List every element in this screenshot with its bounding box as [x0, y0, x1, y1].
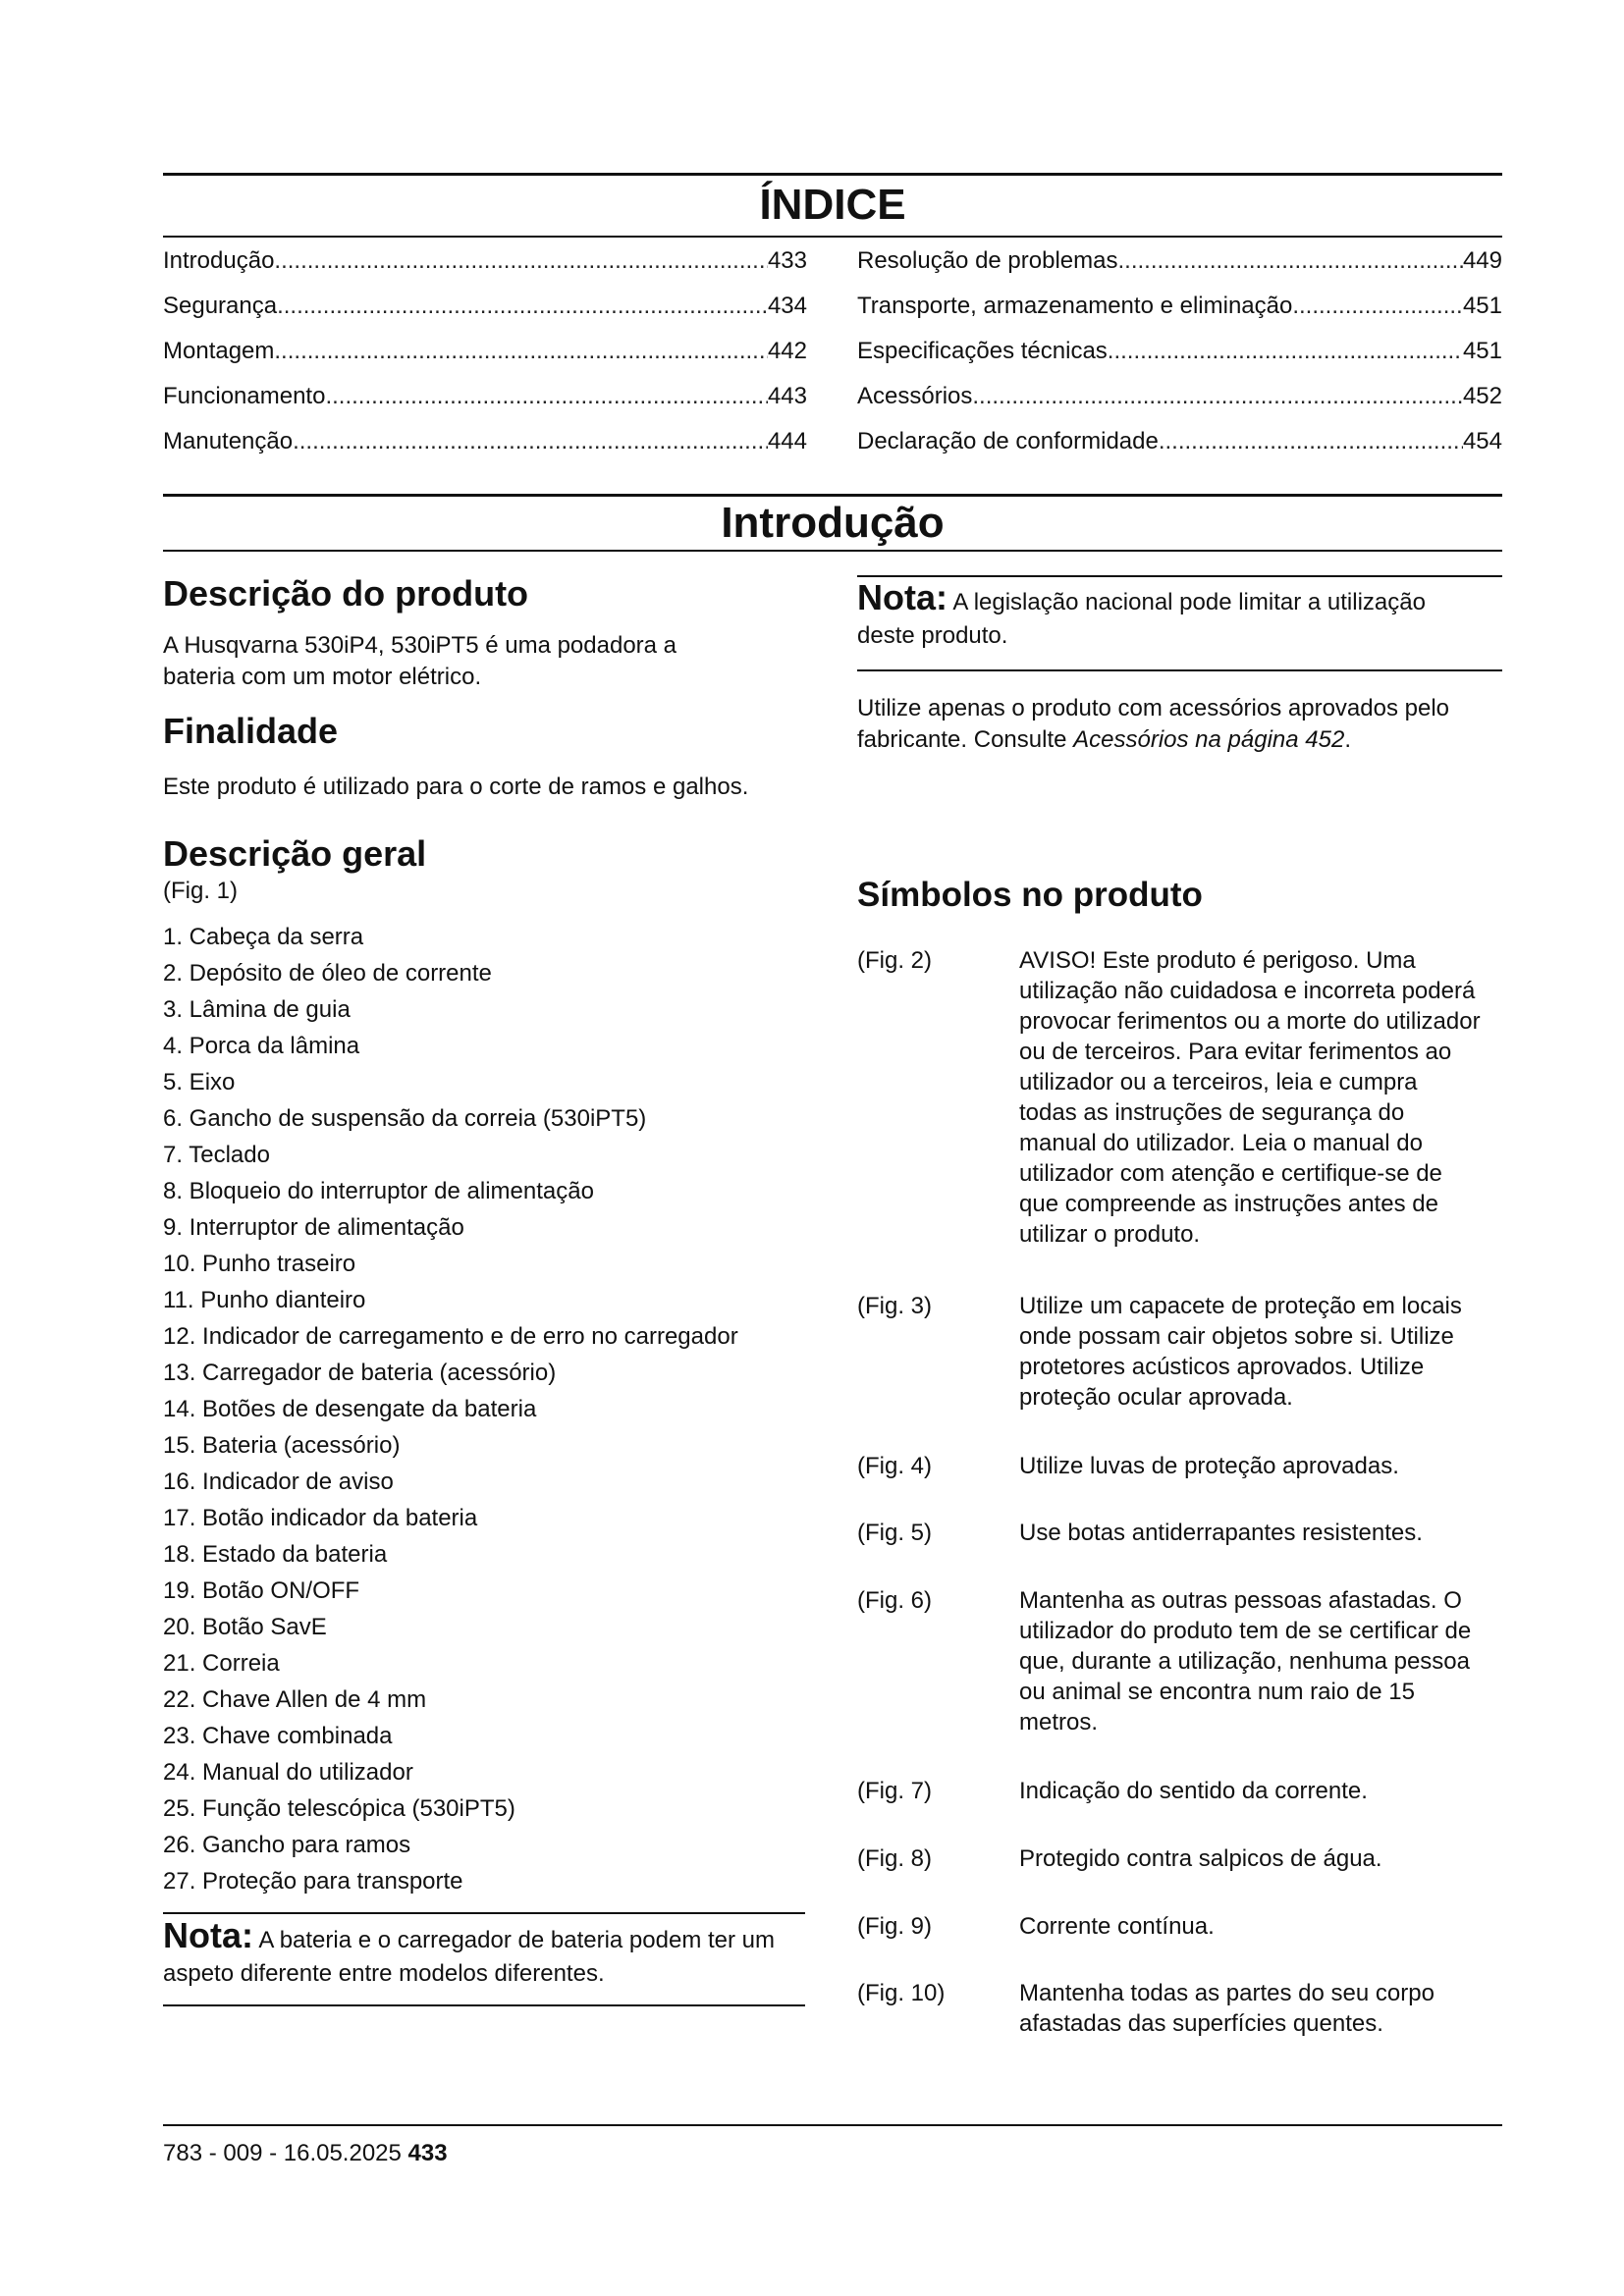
- fig-ref: (Fig. 9): [857, 1913, 933, 1940]
- heading-finalidade: Finalidade: [163, 711, 339, 751]
- list-item: 4. Porca da lâmina: [163, 1033, 360, 1059]
- page-number: 433: [407, 2140, 448, 2166]
- symbol-text: Mantenha todas as partes do seu corpo afastadas das superfícies quentes.: [1019, 1980, 1435, 2037]
- list-item: 12. Indicador de carregamento e de erro no carregador: [163, 1323, 738, 1350]
- toc-entry[interactable]: Especificações técnicas ..... 451: [857, 338, 1502, 383]
- toc-title: ÍNDICE: [759, 181, 906, 229]
- fig-ref: (Fig. 6): [857, 1587, 933, 1614]
- note-left-bottom-rule: [163, 2004, 805, 2006]
- section-title-introducao: Introdução: [721, 499, 945, 547]
- note-label: Nota:: [857, 577, 947, 617]
- list-item: 16. Indicador de aviso: [163, 1468, 394, 1495]
- toc-bottom-rule: [163, 236, 1502, 238]
- list-item: 22. Chave Allen de 4 mm: [163, 1686, 427, 1713]
- footer-rule: [163, 2124, 1502, 2126]
- list-item: 20. Botão SavE: [163, 1614, 327, 1640]
- list-item: 23. Chave combinada: [163, 1723, 393, 1749]
- overview-fig-ref: (Fig. 1): [163, 878, 239, 904]
- list-item: 11. Punho dianteiro: [163, 1287, 366, 1313]
- list-item: 9. Interruptor de alimentação: [163, 1214, 464, 1241]
- list-item: 24. Manual do utilizador: [163, 1759, 413, 1786]
- heading-descricao-produto: Descrição do produto: [163, 573, 529, 614]
- list-item: 1. Cabeça da serra: [163, 924, 364, 950]
- note-right-bottom-rule: [857, 669, 1502, 671]
- fig-ref: (Fig. 4): [857, 1453, 933, 1479]
- symbol-text: Use botas antiderrapantes resistentes.: [1019, 1520, 1423, 1546]
- toc-entry[interactable]: Montagem ..... 442: [163, 338, 807, 383]
- fig-ref: (Fig. 5): [857, 1520, 933, 1546]
- list-item: 25. Função telescópica (530iPT5): [163, 1795, 515, 1822]
- intro-bottom-rule: [163, 550, 1502, 552]
- symbol-text: AVISO! Este produto é perigoso. Uma utilização não cuidadosa e incorreta poderá provocar ferimentos ou a morte do utilizador ou de terceiros. Para evitar ferimentos ao utilizador ou a terceiros, leia e cumpra todas as instruções de segurança do manual do utilizador. Leia o manual do utilizador com atenção e certifique-se de que compreende as instruções antes de utilizar o produto.: [1019, 947, 1481, 1248]
- note-text: A legislação nacional pode limitar a utilização deste produto.: [857, 589, 1426, 649]
- fig-ref: (Fig. 8): [857, 1845, 933, 1872]
- note-left: [163, 1915, 801, 1991]
- toc-entry[interactable]: Resolução de problemas ..... 449: [857, 247, 1502, 293]
- purpose-text: Este produto é utilizado para o corte de ramos e galhos.: [163, 774, 749, 800]
- product-description-text: A Husqvarna 530iP4, 530iPT5 é uma podadora a bateria com um motor elétrico.: [163, 632, 677, 690]
- list-item: 3. Lâmina de guia: [163, 996, 351, 1023]
- note-text: A bateria e o carregador de bateria podem ter um aspeto diferente entre modelos diferentes.: [163, 1927, 775, 1987]
- toc-entry[interactable]: Transporte, armazenamento e eliminação ..... 451: [857, 293, 1502, 338]
- toc-right-column: [857, 247, 1502, 473]
- list-item: 26. Gancho para ramos: [163, 1832, 411, 1858]
- list-item: 21. Correia: [163, 1650, 280, 1677]
- note-right-top-rule: [857, 575, 1502, 577]
- document-code: 783 - 009 - 16.05.2025: [163, 2140, 402, 2166]
- fig-ref: (Fig. 7): [857, 1778, 933, 1804]
- toc-entry[interactable]: Introdução ..... 433: [163, 247, 807, 293]
- list-item: 15. Bateria (acessório): [163, 1432, 401, 1459]
- list-item: 18. Estado da bateria: [163, 1541, 388, 1568]
- parts-list: [163, 919, 811, 1899]
- fig-ref: (Fig. 3): [857, 1293, 933, 1319]
- symbol-text: Mantenha as outras pessoas afastadas. O utilizador do produto tem de se certificar de que, durante a utilização, nenhuma pessoa ou animal se encontra num raio de 15 metros.: [1019, 1587, 1472, 1735]
- toc-entry[interactable]: Declaração de conformidade ..... 454: [857, 428, 1502, 473]
- list-item: 7. Teclado: [163, 1142, 270, 1168]
- symbol-text: Corrente contínua.: [1019, 1913, 1215, 1940]
- list-item: 13. Carregador de bateria (acessório): [163, 1360, 557, 1386]
- toc-entry[interactable]: Manutenção ..... 444: [163, 428, 807, 473]
- symbol-text: Indicação do sentido da corrente.: [1019, 1778, 1368, 1804]
- toc-entry[interactable]: Acessórios ..... 452: [857, 383, 1502, 428]
- note-right: [857, 577, 1486, 653]
- note-label: Nota:: [163, 1915, 253, 1955]
- list-item: 5. Eixo: [163, 1069, 236, 1095]
- toc-entry[interactable]: Funcionamento ..... 443: [163, 383, 807, 428]
- page-footer: [163, 2140, 448, 2167]
- toc-entry[interactable]: Segurança ..... 434: [163, 293, 807, 338]
- list-item: 2. Depósito de óleo de corrente: [163, 960, 492, 987]
- note-left-top-rule: [163, 1912, 805, 1914]
- list-item: 17. Botão indicador da bateria: [163, 1505, 478, 1531]
- list-item: 10. Punho traseiro: [163, 1251, 356, 1277]
- heading-descricao-geral: Descrição geral: [163, 833, 427, 874]
- list-item: 27. Proteção para transporte: [163, 1868, 463, 1895]
- toc-left-column: [163, 247, 807, 473]
- symbol-text: Utilize um capacete de proteção em locais onde possam cair objetos sobre si. Utilize protetores acústicos aprovados. Utilize proteção ocular aprovada.: [1019, 1293, 1462, 1411]
- list-item: 14. Botões de desengate da bateria: [163, 1396, 537, 1422]
- list-item: 8. Bloqueio do interruptor de alimentação: [163, 1178, 594, 1204]
- toc-top-rule: [163, 173, 1502, 176]
- list-item: 6. Gancho de suspensão da correia (530iPT5): [163, 1105, 647, 1132]
- fig-ref: (Fig. 2): [857, 947, 933, 974]
- symbol-text: Utilize luvas de proteção aprovadas.: [1019, 1453, 1399, 1479]
- list-item: 19. Botão ON/OFF: [163, 1577, 360, 1604]
- accessories-link[interactable]: Acessórios na página 452: [1073, 726, 1345, 753]
- heading-simbolos: Símbolos no produto: [857, 876, 1203, 914]
- fig-ref: (Fig. 10): [857, 1980, 946, 2006]
- symbol-text: Protegido contra salpicos de água.: [1019, 1845, 1382, 1872]
- accessories-text: Utilize apenas o produto com acessórios aprovados pelo fabricante. Consulte Acessórios na página 452.: [857, 695, 1450, 753]
